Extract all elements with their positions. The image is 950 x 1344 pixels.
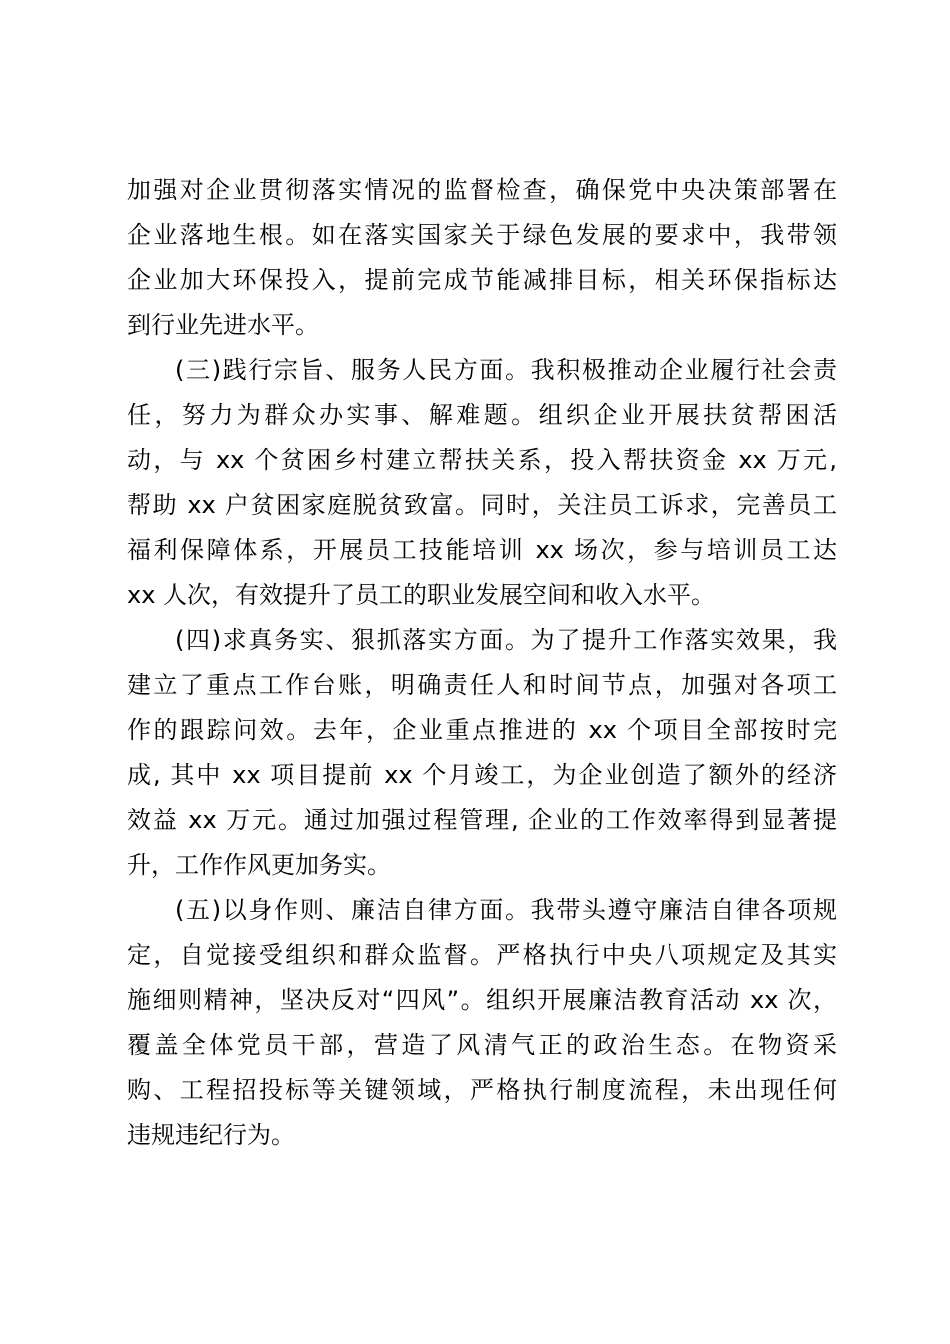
text-line: 作的跟踪问效。去年，企业重点推进的 xx 个项目全部按时完 — [127, 716, 837, 744]
text-line: 动，与 xx 个贫困乡村建立帮扶关系，投入帮扶资金 xx 万元, — [127, 446, 837, 474]
text-line: 企业落地生根。如在落实国家关于绿色发展的要求中，我带领 — [127, 221, 837, 249]
text-line: 购、工程招投标等关键领域，严格执行制度流程，未出现任何 — [127, 1076, 837, 1104]
text-line: 成, 其中 xx 项目提前 xx 个月竣工，为企业创造了额外的经济 — [127, 761, 837, 789]
text-line: 违规违纪行为。 — [127, 1121, 295, 1149]
text-line: 建立了重点工作台账，明确责任人和时间节点，加强对各项工 — [127, 671, 837, 699]
text-line: 定，自觉接受组织和群众监督。严格执行中央八项规定及其实 — [127, 941, 837, 969]
text-line: 任，努力为群众办实事、解难题。组织企业开展扶贫帮困活 — [127, 401, 837, 429]
text-line: 福利保障体系，开展员工技能培训 xx 场次，参与培训员工达 — [127, 536, 837, 564]
paragraph-heading-line: (五)以身作则、廉洁自律方面。我带头遵守廉洁自律各项规 — [175, 896, 837, 924]
paragraph-heading-line: (四)求真务实、狠抓落实方面。为了提升工作落实效果，我 — [175, 626, 837, 654]
document-body — [127, 168, 837, 1158]
text-line: 效益 xx 万元。通过加强过程管理, 企业的工作效率得到显著提 — [127, 806, 837, 834]
text-line: 升，工作作风更加务实。 — [127, 851, 391, 879]
text-line: 帮助 xx 户贫困家庭脱贫致富。同时，关注员工诉求，完善员工 — [127, 491, 837, 519]
text-line: 覆盖全体党员干部，营造了风清气正的政治生态。在物资采 — [127, 1031, 837, 1059]
text-line: 企业加大环保投入，提前完成节能减排目标，相关环保指标达 — [127, 266, 837, 294]
text-line: 施细则精神，坚决反对“四风”。组织开展廉洁教育活动 xx 次， — [127, 986, 837, 1014]
paragraph-heading-line: (三)践行宗旨、服务人民方面。我积极推动企业履行社会责 — [175, 356, 837, 384]
text-line: 加强对企业贯彻落实情况的监督检查，确保党中央决策部署在 — [127, 176, 837, 204]
text-line: xx 人次，有效提升了员工的职业发展空间和收入水平。 — [127, 581, 716, 609]
text-line: 到行业先进水平。 — [127, 311, 319, 339]
